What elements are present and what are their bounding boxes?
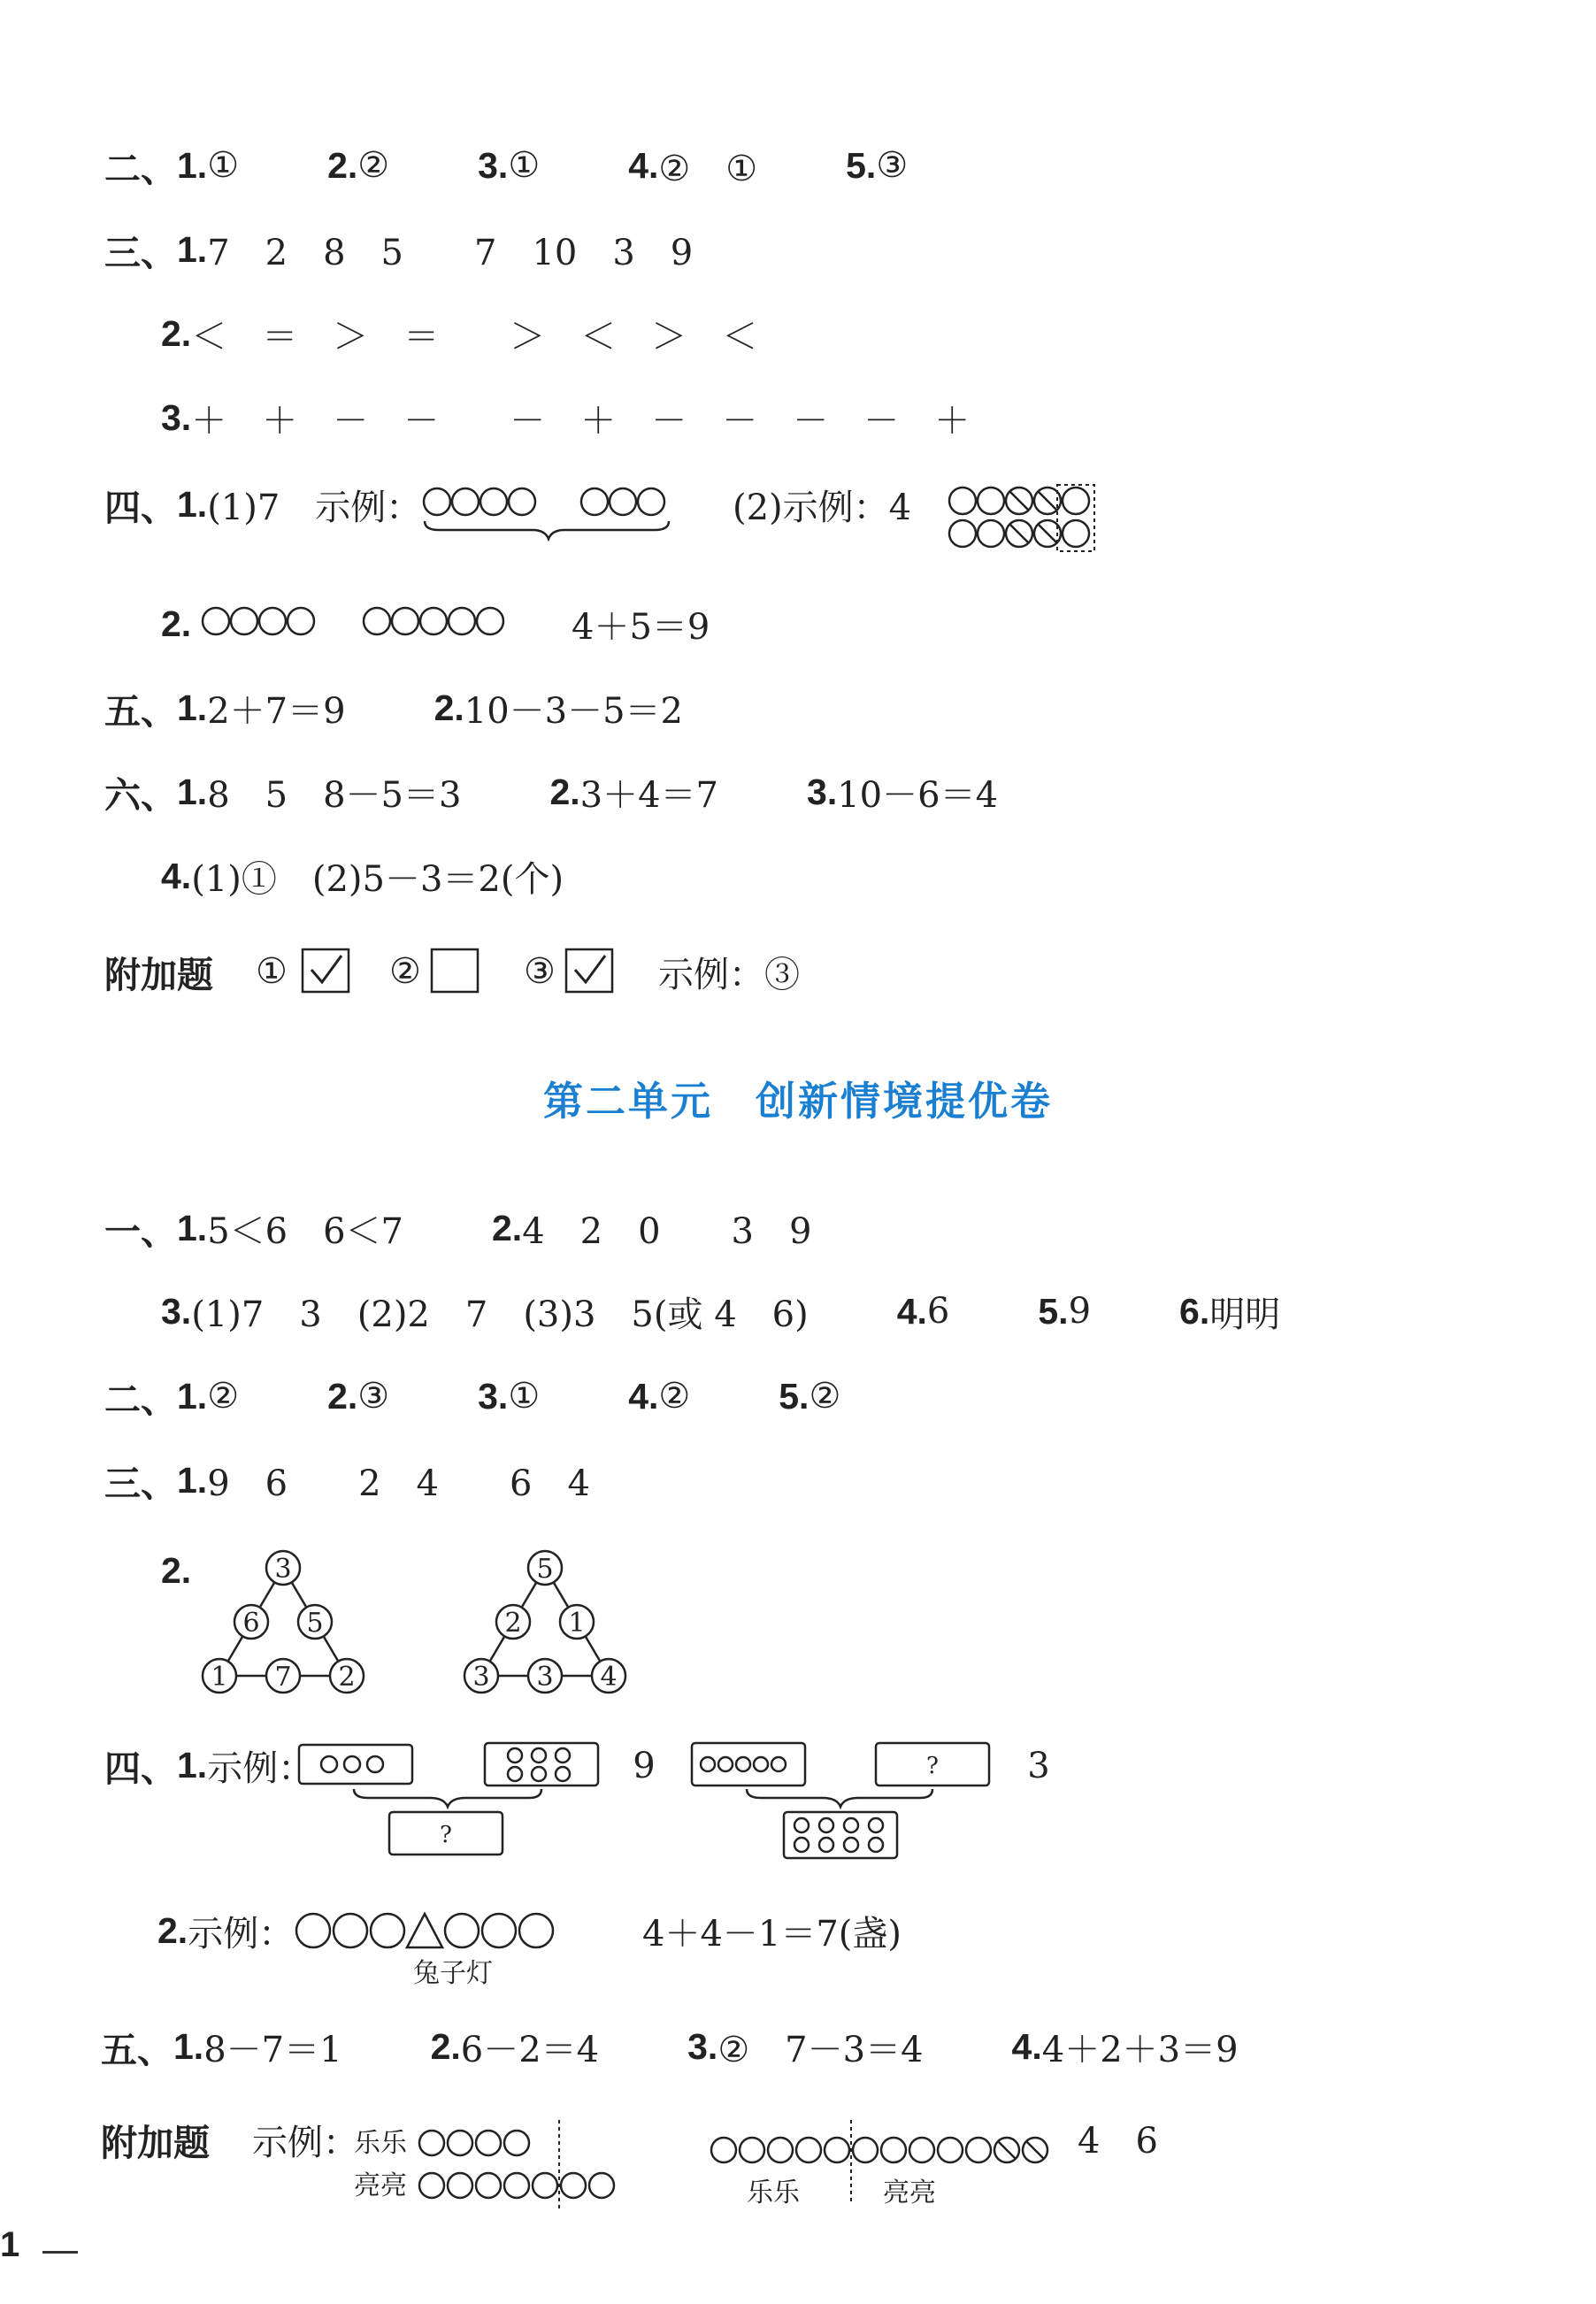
answer-row: 3. (1)7 3 (2)2 7 (3)3 5(或 4 6) 4. 6 5. 9 6. 明明 [161,1290,1281,1335]
triangle-node: 4 [600,1662,618,1693]
answer-row: 六、 1. 8 5 8－5＝3 2. 3＋4＝7 3. 10－6＝4 [104,771,999,817]
triangle-node: 1 [568,1608,586,1639]
bonus-row: 附加题 示例： [101,2121,358,2164]
row-label: 亮亮 [354,2170,407,2201]
answer-row: 2. ＜ ＝ ＞ ＝ ＞ ＜ ＞ ＜ [161,312,758,357]
checkbox-empty-icon [430,947,483,996]
triangle-node: 2 [338,1662,356,1693]
question-mark: ? [926,1753,939,1779]
row-label: 乐乐 [354,2128,407,2159]
number-triangle-2 [457,1547,642,1699]
number-triangle-1 [195,1547,380,1699]
section-heading: 第二单元 创新情境提优卷 [542,1078,1053,1125]
bonus-option: ② [389,951,421,992]
answer-number: 9 [633,1746,656,1786]
answer-row: 三、 1. 9 6 2 4 6 4 [104,1459,590,1505]
bonus-numbers: 4 6 [1078,2120,1158,2162]
answer-row: 四、 1. 示例： [104,1744,314,1790]
checkbox-checked-icon [564,947,618,996]
circles-4-5-figure [202,603,538,639]
triangle-node: 3 [472,1662,490,1693]
answer-row: 4. (1)① (2)5－3＝2(个) [161,855,564,900]
triangle-node: 3 [274,1554,292,1585]
row-label: 亮亮 [883,2177,936,2208]
triangle-node: 2 [504,1608,522,1639]
answer-row: 二、 1. ① 2. ② 3. ① 4. ② ① 5. ③ [104,144,909,190]
question-mark: ? [440,1822,452,1848]
triangle-node: 1 [211,1662,228,1693]
box-diagram [297,1740,1058,1872]
answer-row: 五、 1. 2＋7＝9 2. 10－3－5＝2 [104,687,684,733]
bonus-row: 附加题 ① [104,951,288,996]
page-number-dash [42,2251,78,2254]
bonus-tail: 示例：③ [658,954,800,995]
triangle-node: 7 [274,1662,292,1693]
circle-groups-figure [421,482,695,544]
crossed-circles-figure [947,482,1132,553]
answer-row: 二、 1. ② 2. ③ 3. ① 4. ② 5. ② [104,1375,841,1421]
answer-row: 五、 1. 8－7＝1 2. 6－2＝4 3. ② 7－3＝4 4. 4＋2＋3＝9 [101,2025,1239,2071]
triangle-node: 6 [242,1608,260,1639]
lantern-caption: 兔子灯 [413,1958,493,1989]
answer-row: 2. [161,603,192,644]
circle-triangle-figure [295,1911,614,1991]
bonus-option: ③ [524,951,556,992]
page-number: 1 [0,2225,20,2264]
answer-row: 三、 1. 7 2 8 5 7 10 3 9 [104,228,694,274]
checkbox-checked-icon [301,947,354,996]
bonus-figure [350,2116,1076,2214]
equation: 4＋5＝9 [572,606,710,648]
answer-number: 3 [1027,1746,1050,1786]
answer-row: 一、 1. 5＜6 6＜7 2. 4 2 0 3 9 [104,1207,812,1253]
answer-row: 3. ＋ ＋ － － － ＋ － － － － ＋ [161,396,971,442]
triangle-node: 5 [306,1608,324,1639]
answer-row: 四、 1. (1)7 示例： [104,483,422,529]
answer-row: 2. 示例： [157,1909,295,1955]
equation: 4＋4－1＝7(盏) [642,1913,902,1955]
answer-row: 2. [161,1549,192,1591]
triangle-node: 5 [536,1554,554,1585]
answer-row-part2: (2)示例：4 [733,487,912,528]
row-label: 乐乐 [747,2177,800,2208]
triangle-node: 3 [536,1662,554,1693]
